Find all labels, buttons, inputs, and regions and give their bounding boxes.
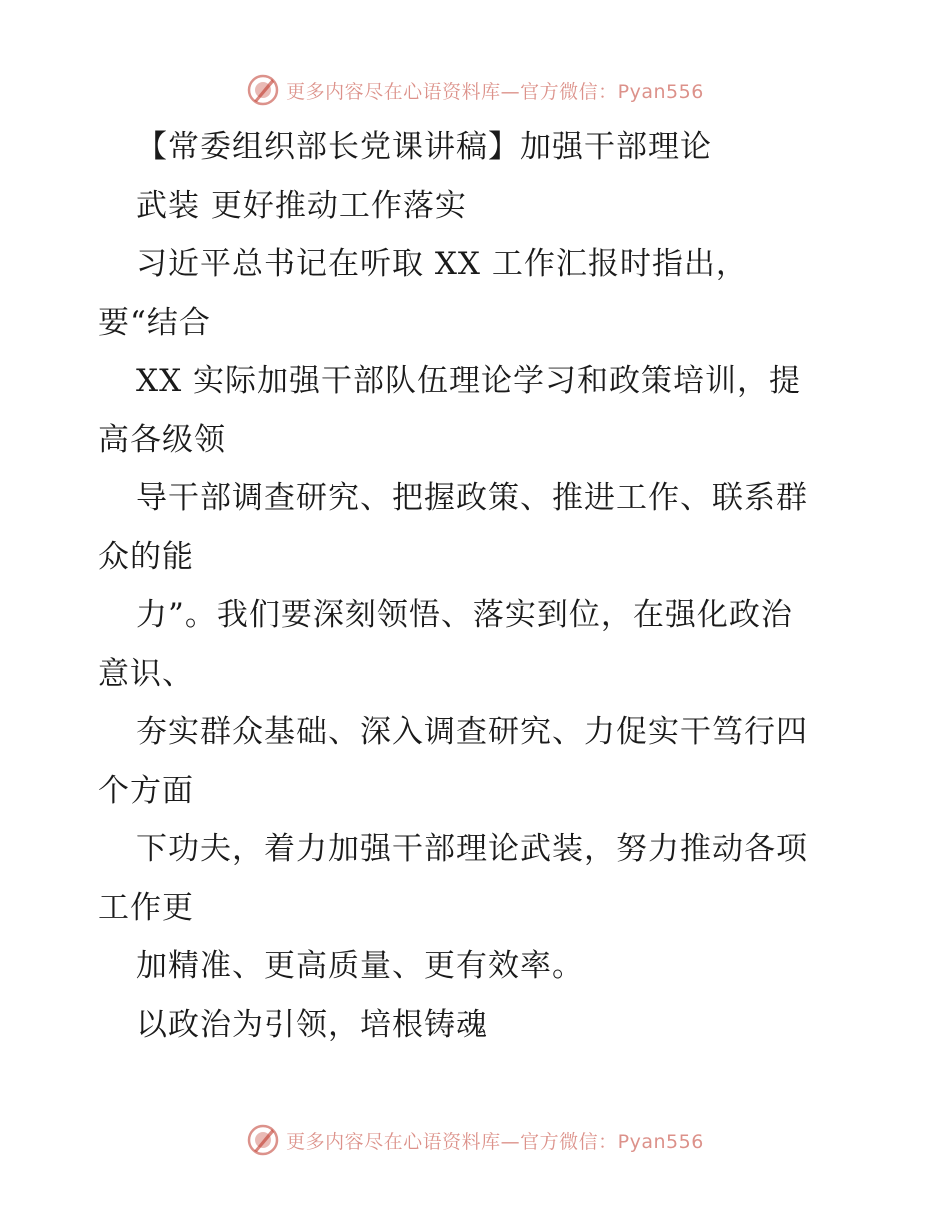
watermark-text: 更多内容尽在心语资料库—官方微信：Pyan556: [286, 1130, 704, 1153]
text-line: 工作更: [98, 889, 194, 926]
text-line: 众的能: [98, 538, 194, 575]
text-line: 个方面: [98, 772, 194, 809]
watermark-text: 更多内容尽在心语资料库—官方微信：Pyan556: [286, 80, 704, 103]
text-line: 夯实群众基础、深入调查研究、力促实干笃行四: [136, 714, 808, 750]
text-line: 导干部调查研究、把握政策、推进工作、联系群: [136, 480, 808, 516]
text-line: 加精准、更高质量、更有效率。: [136, 948, 584, 984]
text-line: 武装 更好推动工作落实: [136, 187, 467, 224]
watermark-header: [0, 70, 950, 110]
text-line: 【常委组织部长党课讲稿】加强干部理论: [136, 129, 712, 165]
text-line: 习近平总书记在听取 XX 工作汇报时指出，: [136, 246, 748, 282]
text-line: 意识、: [98, 655, 194, 692]
text-line: 高各级领: [98, 421, 226, 458]
quill-seal-icon: [246, 73, 280, 107]
text-line: 要“结合: [98, 304, 211, 341]
text-line: 下功夫，着力加强干部理论武装，努力推动各项: [136, 831, 808, 867]
quill-seal-icon: [246, 1123, 280, 1157]
watermark-footer: [0, 1120, 950, 1160]
text-line: 以政治为引领，培根铸魂: [136, 1006, 488, 1043]
document-body: [98, 118, 858, 1054]
text-line: XX 实际加强干部队伍理论学习和政策培训，提: [136, 363, 801, 399]
text-line: 力”。我们要深刻领悟、落实到位，在强化政治: [136, 597, 793, 633]
